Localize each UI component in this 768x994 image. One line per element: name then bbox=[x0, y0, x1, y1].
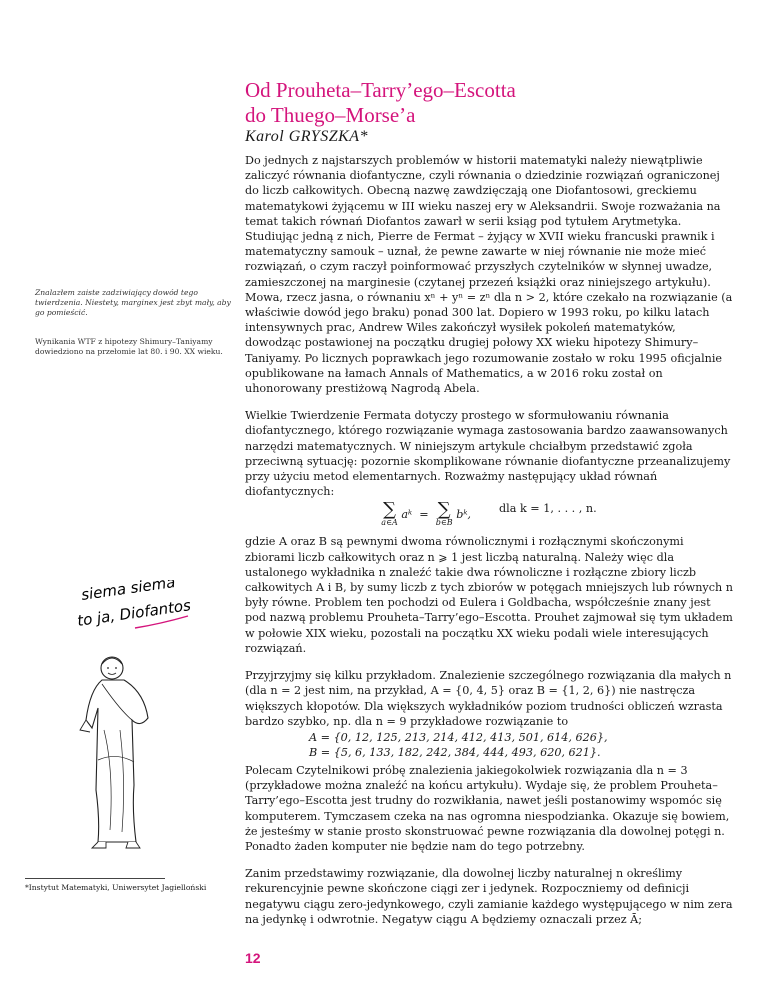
paragraph-surprise: Polecam Czytelnikowi próbę znalezienia jakiegokolwiek rozwiązania dla n = 3 (przykładowe można znaleźć na końcu artykułu). Wydaje się, że problem Prouheta–Tarry’ego–Escotta jest trudny do rozwikłania, nawet jeśli postanowimy wspomóc się komputerem. Tymczasem czeka na nas ogromna niespodzianka. Okazuje się bowiem, że jesteśmy w stanie prosto skonstruować pewne rozwiązania dla dowolnej potęgi n. Ponadto żaden komputer nie będzie nam do tego potrzebny. bbox=[245, 763, 730, 853]
term-a: aᵏ bbox=[401, 508, 413, 522]
paragraph-fermat: Wielkie Twierdzenie Fermata dotyczy prostego w sformułowaniu równania diofantycznego, którego rozwiązanie wymaga zastosowania bardzo zaawansowanych narzędzi matematycznych. W niniejszym artykule chciałbym przedstawić zgoła przeciwną sytuację: pozornie skomplikowane równanie diofantyczne przeanalizujemy przy użyciu metod elementarnych. Rozważmy następujący układ równań diofantycznych: bbox=[245, 409, 731, 499]
paragraph-problem: gdzie A oraz B są pewnymi dwoma równolicznymi i rozłącznymi skończonymi zbiorami liczb całkowitych oraz n ⩾ 1 jest liczbą naturalną. Należy więc dla ustalonego wykładnika n znaleźć takie dwa równoliczne i rozłączne zbiory liczb całkowitych A i B, by sumy liczb z tych zbiorów w potęgach mniejszych lub równych n były równe. Problem ten pochodzi od Eulera i Goldbacha, współcześnie znany jest pod nazwą problemu Prouheta–Tarry’ego–Escotta. Prouhet zajmował się tym układem w połowie XIX wieku, pozostali na początku XX wieku podali wiele interesujących rozwiązań. bbox=[245, 535, 733, 655]
author-name: Karol GRYSZKA* bbox=[245, 128, 369, 145]
title-line-1: Od Prouheta–Tarry’ego–Escotta bbox=[245, 78, 516, 102]
footnote-affiliation: *Instytut Matematyki, Uniwersytet Jagielloński bbox=[25, 883, 207, 892]
paragraph-sequences: Zanim przedstawimy rozwiązanie, dla dowolnej liczby naturalnej n określimy rekurencyjnie pewne skończone ciągi zer i jedynek. Rozpoczniemy od definicji negatywu ciągu zero-jedynkowego, czyli zamianie każdego występującego w nim zera na jedynkę i odwrotnie. Negatyw ciągu A będziemy oznaczali przez Ā; bbox=[245, 867, 733, 926]
set-a: A = {0, 12, 125, 213, 214, 412, 413, 501, 614, 626}, bbox=[309, 730, 608, 744]
margin-note-fermat: Znalazłem zaiste zadziwiający dowód tego twierdzenia. Niestety, marginex jest zbyt mały, aby go pomieścić. bbox=[35, 288, 231, 317]
title-line-2: do Thuego–Morse’a bbox=[245, 103, 416, 127]
diofantos-illustration bbox=[40, 580, 200, 854]
speech-line-2: to ja, Diofantos bbox=[76, 596, 192, 630]
equation-condition: dla k = 1, . . . , n. bbox=[499, 502, 597, 516]
term-b: bᵏ, bbox=[456, 508, 471, 522]
footnote-rule bbox=[25, 878, 165, 879]
set-b: B = {5, 6, 133, 182, 242, 384, 444, 493, 620, 621}. bbox=[309, 745, 601, 759]
sum-index-a: a∈A bbox=[381, 518, 398, 528]
paragraph-examples: Przyjrzyjmy się kilku przykładom. Znalezienie szczególnego rozwiązania dla małych n (dla n = 2 jest nim, na przykład, A = {0, 4, 5} oraz B = {1, 2, 6}) nie nastręcza większych kłopotów. Dla większych wykładników poziom trudności obliczeń wzrasta bardzo szybko, np. dla n = 9 przykładowe rozwiązanie to bbox=[245, 669, 732, 728]
sum-index-b: b∈B bbox=[435, 518, 453, 528]
sum-symbol: ∑ bbox=[383, 499, 396, 521]
article-body bbox=[245, 153, 733, 939]
equation-lhs: ∑ a∈A aᵏ = ∑ b∈B bᵏ, bbox=[381, 499, 471, 528]
speech-line-1: siema siema bbox=[80, 580, 177, 604]
sum-symbol: ∑ bbox=[437, 499, 451, 521]
page-number: 12 bbox=[245, 950, 261, 966]
ptе-system-equation bbox=[245, 499, 733, 528]
diofantos-figure-drawing bbox=[40, 580, 200, 850]
paragraph-intro: Do jednych z najstarszych problemów w historii matematyki należy niewątpliwie zaliczyć równania diofantyczne, czyli równania o dziedzinie rozwiązań ograniczonej do liczb całkowitych. Obecną nazwę zawdzięczają one Diofantosowi, greckiemu matematykowi żyjącemu w III wieku naszej ery w Aleksandrii. Swoje rozważania na temat takich równań Diofantos zawarł w serii ksiąg pod tytułem Arytmetyka. Studiując jedną z nich, Pierre de Fermat – żyjący w XVII wieku francuski prawnik i matematyczny samouk – uznał, że pewne zawarte w niej równanie nie może mieć rozwiązań, o czym raczył poinformować przyszłych czytelników w słynnej uwadze, zamieszczonej na marginesie (czytanej przezeń książki oraz niniejszego artykułu). Mowa, rzecz jasna, o równaniu xⁿ + yⁿ = zⁿ dla n > 2, które czekało na rozwiązanie (a właściwie dowód jego braku) ponad 300 lat. Dopiero w 1993 roku, po kilku latach intensywnych prac, Andrew Wiles zakończył wysiłek pokoleń matematyków, dowodząc postawionej na początku drugiej połowy XX wieku hipotezy Shimury–Taniyamy. Po licznych poprawkach jego rozumowanie zostało w roku 1995 oficjalnie opublikowane na łamach Annals of Mathematics, a w 2016 roku został on uhonorowany prestiżową Nagrodą Abela. bbox=[245, 154, 733, 396]
article-title bbox=[245, 78, 725, 128]
margin-note-wtf: Wynikania WTF z hipotezy Shimury–Taniyamy dowiedziono na przełomie lat 80. i 90. XX wieku. bbox=[35, 337, 223, 356]
